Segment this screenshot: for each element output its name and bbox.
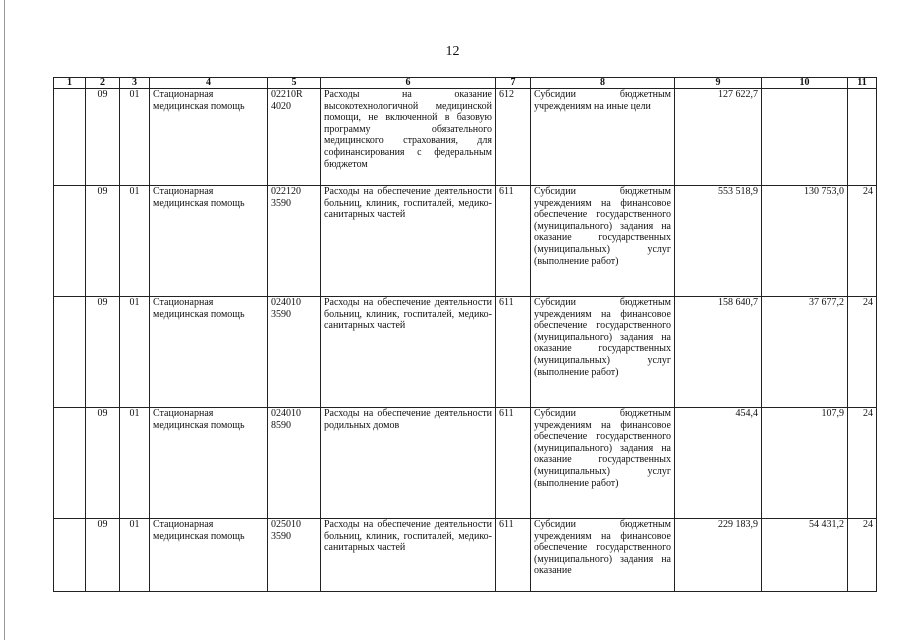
col-header: 3 — [120, 78, 150, 89]
subsection-name-cell: Стационарная медицинская помощь — [150, 297, 268, 408]
subsection-code-cell: 01 — [120, 297, 150, 408]
col-header: 9 — [675, 78, 762, 89]
subsection-name-cell: Стационарная медицинская помощь — [150, 408, 268, 519]
col-header: 10 — [762, 78, 848, 89]
col-header: 11 — [848, 78, 877, 89]
expense-description-text: Расходы на обеспечение деятельности больниц, клиник, госпиталей, медико-санитарных частей — [324, 297, 492, 332]
expense-type-cell: 611 — [496, 186, 531, 297]
subsection-name-cell: Стационарная медицинская помощь — [150, 186, 268, 297]
target-article-cell: 024010 8590 — [268, 408, 321, 519]
row-number-cell — [54, 519, 86, 592]
table-row — [54, 89, 877, 186]
col-header: 7 — [496, 78, 531, 89]
amount-2-cell: 54 431,2 — [762, 519, 848, 592]
table-row — [54, 408, 877, 519]
target-article-cell: 022120 3590 — [268, 186, 321, 297]
expense-type-name-text: Субсидии бюджетным учреждениям на финансовое обеспечение государственного (муниципального) задания на оказание государственных (муниципальных) услуг (выполнение работ) — [534, 186, 671, 267]
section-code-cell: 09 — [86, 519, 120, 592]
expense-description-text: Расходы на обеспечение деятельности больниц, клиник, госпиталей, медико-санитарных частей — [324, 186, 492, 221]
expense-type-name-text: Субсидии бюджетным учреждениям на финансовое обеспечение государственного (муниципального) задания на оказание — [534, 519, 671, 577]
percent-cell: 24 — [848, 519, 877, 592]
target-article-cell: 025010 3590 — [268, 519, 321, 592]
expense-type-name-cell — [531, 186, 675, 297]
expense-description-text: Расходы на обеспечение деятельности больниц, клиник, госпиталей, медико-санитарных частей — [324, 519, 492, 554]
amount-cell: 127 622,7 — [675, 89, 762, 186]
expense-type-cell: 611 — [496, 408, 531, 519]
row-number-cell — [54, 89, 86, 186]
amount-cell: 158 640,7 — [675, 297, 762, 408]
percent-cell: 24 — [848, 186, 877, 297]
expense-description-cell — [321, 297, 496, 408]
subsection-name-cell: Стационарная медицинская помощь — [150, 89, 268, 186]
subsection-code-cell: 01 — [120, 519, 150, 592]
expense-description-text: Расходы на оказание высокотехнологичной медицинской помощи, не включенной в базовую программу обязательного медицинского страхования, для софинансирования с федеральным бюджетом — [324, 89, 492, 170]
row-number-cell — [54, 408, 86, 519]
row-number-cell — [54, 297, 86, 408]
col-header: 6 — [321, 78, 496, 89]
percent-cell — [848, 89, 877, 186]
subsection-name-cell: Стационарная медицинская помощь — [150, 519, 268, 592]
col-header: 4 — [150, 78, 268, 89]
expense-description-cell — [321, 519, 496, 592]
section-code-cell: 09 — [86, 297, 120, 408]
target-article-cell: 024010 3590 — [268, 297, 321, 408]
budget-table — [53, 77, 877, 592]
expense-type-cell: 612 — [496, 89, 531, 186]
expense-type-cell: 611 — [496, 297, 531, 408]
expense-type-name-text: Субсидии бюджетным учреждениям на финансовое обеспечение государственного (муниципального) задания на оказание государственных (муниципальных) услуг (выполнение работ) — [534, 297, 671, 378]
expense-description-cell — [321, 186, 496, 297]
table-row — [54, 186, 877, 297]
expense-type-name-text: Субсидии бюджетным учреждениям на финансовое обеспечение государственного (муниципального) задания на оказание государственных (муниципальных) услуг (выполнение работ) — [534, 408, 671, 489]
expense-description-cell — [321, 408, 496, 519]
subsection-code-cell: 01 — [120, 186, 150, 297]
expense-description-cell — [321, 89, 496, 186]
amount-cell: 454,4 — [675, 408, 762, 519]
target-article-cell: 02210R 4020 — [268, 89, 321, 186]
header-row — [54, 78, 877, 89]
subsection-code-cell: 01 — [120, 89, 150, 186]
col-header: 8 — [531, 78, 675, 89]
table-row — [54, 519, 877, 592]
page-number: 12 — [445, 44, 460, 59]
expense-type-name-text: Субсидии бюджетным учреждениям на иные цели — [534, 89, 671, 112]
percent-cell: 24 — [848, 408, 877, 519]
table-row — [54, 297, 877, 408]
expense-description-text: Расходы на обеспечение деятельности родильных домов — [324, 408, 492, 431]
expense-type-name-cell — [531, 519, 675, 592]
row-number-cell — [54, 186, 86, 297]
col-header: 5 — [268, 78, 321, 89]
amount-2-cell — [762, 89, 848, 186]
subsection-code-cell: 01 — [120, 408, 150, 519]
amount-2-cell: 107,9 — [762, 408, 848, 519]
amount-2-cell: 37 677,2 — [762, 297, 848, 408]
percent-cell: 24 — [848, 297, 877, 408]
col-header: 2 — [86, 78, 120, 89]
section-code-cell: 09 — [86, 186, 120, 297]
expense-type-cell: 611 — [496, 519, 531, 592]
section-code-cell: 09 — [86, 89, 120, 186]
section-code-cell: 09 — [86, 408, 120, 519]
amount-cell: 229 183,9 — [675, 519, 762, 592]
col-header: 1 — [54, 78, 86, 89]
expense-type-name-cell — [531, 408, 675, 519]
amount-cell: 553 518,9 — [675, 186, 762, 297]
page-edge-line — [4, 0, 5, 640]
expense-type-name-cell — [531, 89, 675, 186]
amount-2-cell: 130 753,0 — [762, 186, 848, 297]
expense-type-name-cell — [531, 297, 675, 408]
